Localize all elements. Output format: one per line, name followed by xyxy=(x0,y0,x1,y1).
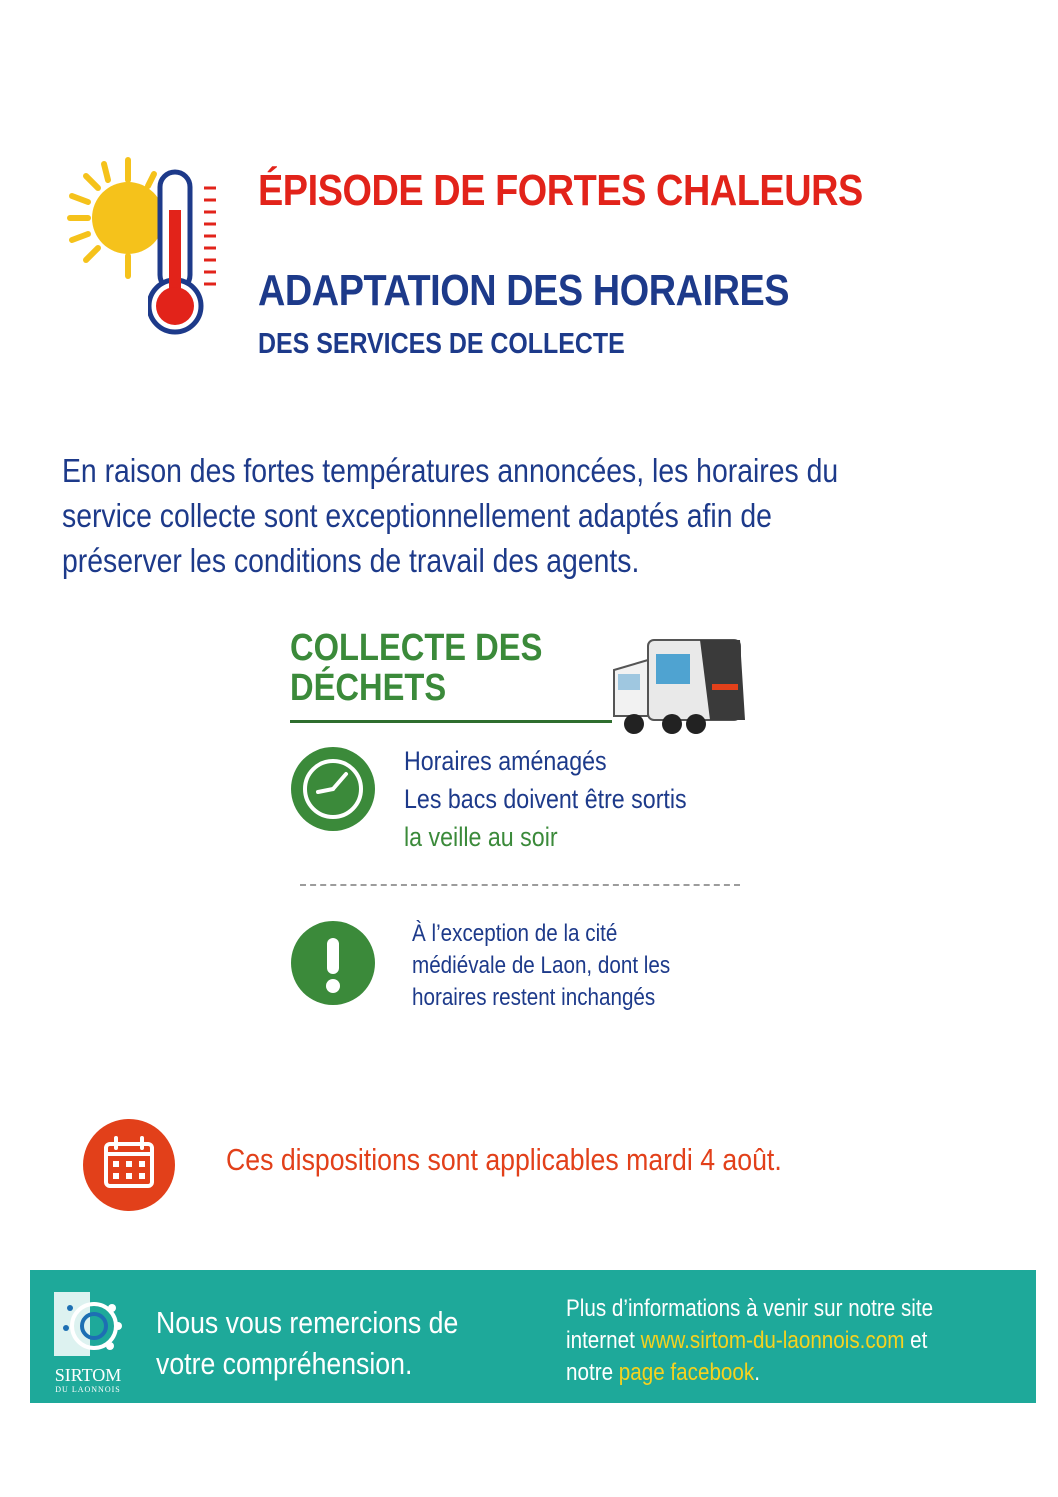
calendar-icon xyxy=(82,1118,176,1212)
website-link[interactable]: www.sirtom-du-laonnois.com xyxy=(640,1327,905,1354)
collecte-underline xyxy=(290,720,612,723)
exception-block xyxy=(412,918,670,1014)
thanks-line1: Nous vous remercions de xyxy=(156,1305,459,1340)
page-title: ÉPISODE DE FORTES CHALEURS xyxy=(258,166,863,215)
page-headline: ADAPTATION DES HORAIRES xyxy=(258,266,790,315)
sirtom-logo-name: SIRTOM xyxy=(54,1365,122,1385)
info-block xyxy=(566,1293,933,1389)
facebook-link[interactable]: page facebook xyxy=(618,1359,755,1386)
exception-line1: À l’exception de la cité xyxy=(412,920,618,947)
exclamation-icon xyxy=(290,920,376,1006)
horaires-block xyxy=(404,742,687,856)
sirtom-logo xyxy=(52,1288,128,1364)
dispositions-notice: Ces dispositions sont applicables mardi 4 août. xyxy=(226,1142,782,1177)
page-subheadline: DES SERVICES DE COLLECTE xyxy=(258,328,625,360)
thermometer-icon xyxy=(148,166,228,346)
sirtom-logo-sub: DU LAONNOIS xyxy=(55,1385,121,1394)
exception-line3: horaires restent inchangés xyxy=(412,984,656,1011)
dashed-separator xyxy=(300,884,740,886)
intro-line: En raison des fortes températures annoncées, les horaires du xyxy=(62,452,839,489)
thanks-message xyxy=(156,1302,458,1384)
horaires-line3: la veille au soir xyxy=(404,822,558,852)
info-line2-suffix: et xyxy=(904,1327,928,1354)
collecte-title-line1: COLLECTE DES xyxy=(290,627,543,669)
intro-line: service collecte sont exceptionnellement adaptés afin de xyxy=(62,497,772,534)
info-line3-suffix: . xyxy=(754,1359,760,1386)
info-line2-prefix: internet xyxy=(566,1327,641,1354)
info-line3 xyxy=(566,1357,933,1389)
garbage-truck-icon xyxy=(610,630,755,740)
collecte-title xyxy=(290,628,542,708)
thanks-line2: votre compréhension. xyxy=(156,1346,413,1381)
exception-line2: médiévale de Laon, dont les xyxy=(412,952,671,979)
intro-paragraph xyxy=(62,448,991,583)
collecte-title-line2: DÉCHETS xyxy=(290,667,447,709)
info-line2 xyxy=(566,1325,933,1357)
horaires-line2: Les bacs doivent être sortis xyxy=(404,784,687,814)
clock-icon xyxy=(290,746,376,832)
info-line3-prefix: notre xyxy=(566,1359,619,1386)
info-line1: Plus d’informations à venir sur notre site xyxy=(566,1295,934,1322)
intro-line: préserver les conditions de travail des agents. xyxy=(62,542,640,579)
horaires-line1: Horaires aménagés xyxy=(404,746,607,776)
